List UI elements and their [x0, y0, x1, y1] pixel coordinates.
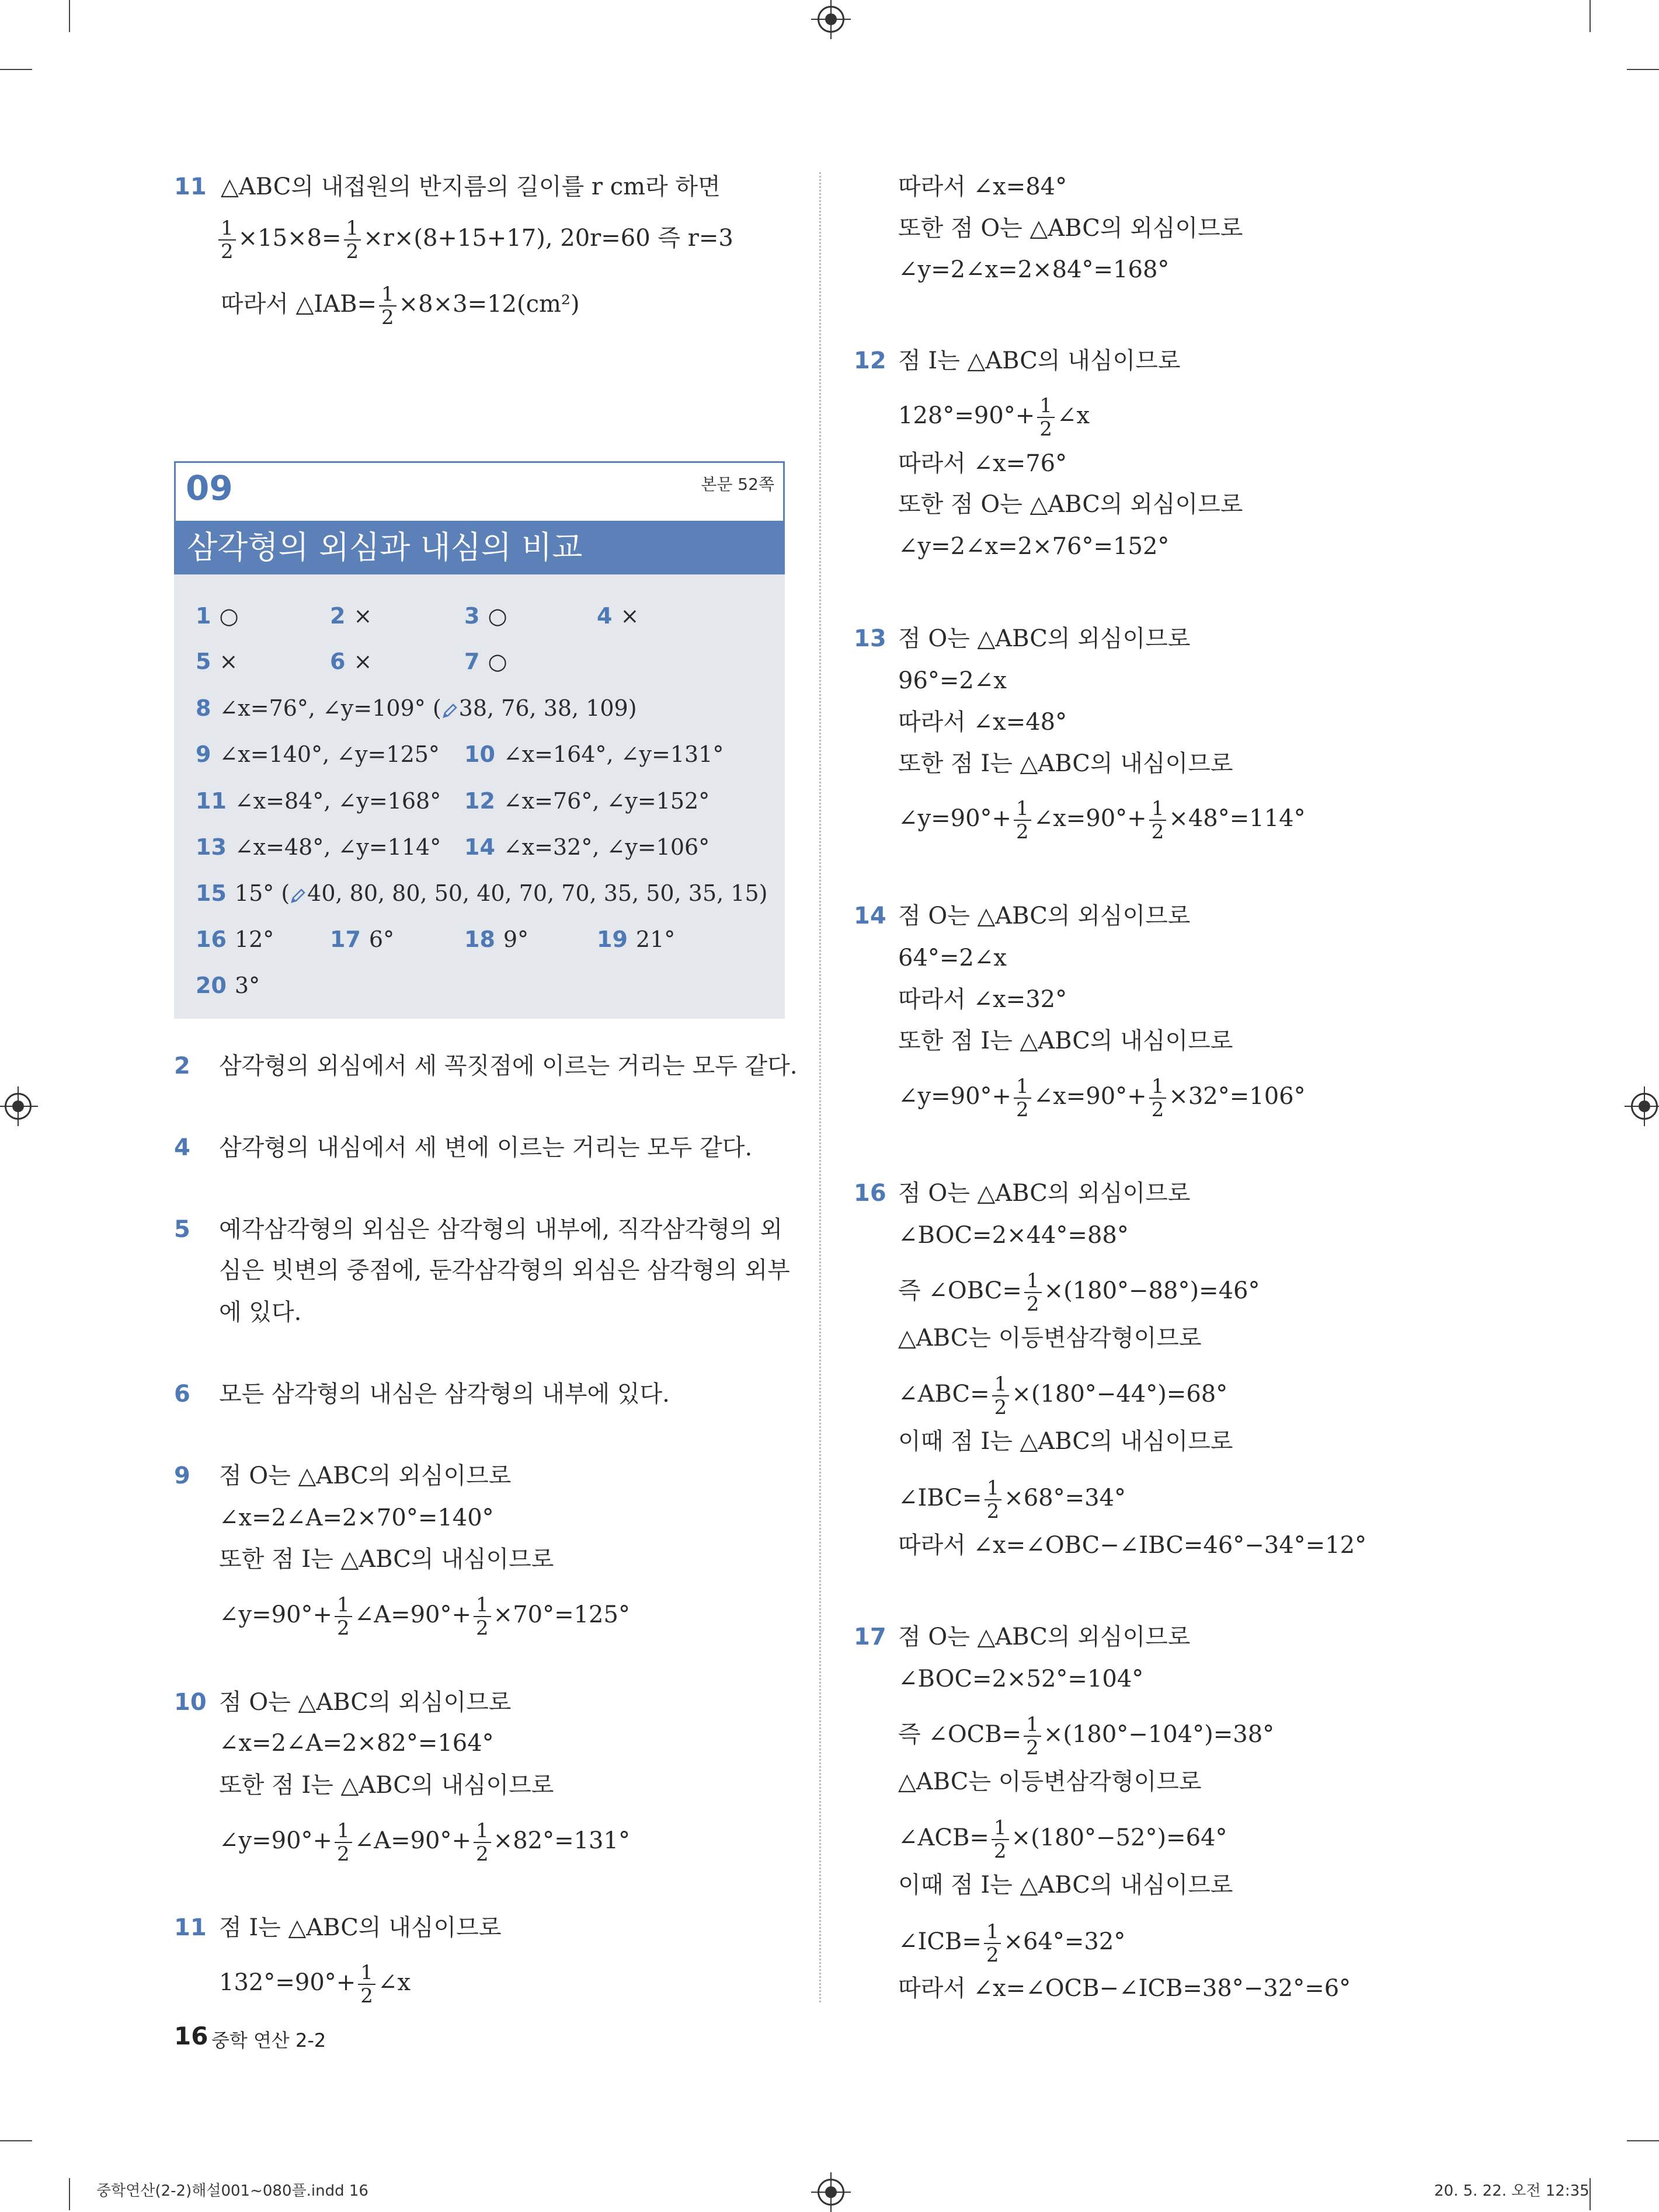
- fraction: $\frac{1}{2}$: [379, 283, 397, 329]
- solution-line: 따라서 ∠x=∠OCB−∠ICB=38°−32°=6°: [898, 1975, 1351, 2002]
- answer-item: 4 ×: [597, 603, 639, 629]
- solution-line: ∠ABC= $\frac{1}{2}$ ×(180°−44°)=68°: [898, 1373, 1228, 1419]
- fraction: $\frac{1}{2}$: [335, 1820, 352, 1865]
- solution-line: 132°=90°+ $\frac{1}{2}$ ∠x: [219, 1961, 411, 2008]
- answer-item: 13 ∠x=48°, ∠y=114°: [196, 834, 441, 860]
- fraction: $\frac{1}{2}$: [1149, 1075, 1167, 1121]
- column-divider: [819, 172, 821, 2002]
- answer-item: 19 21°: [597, 926, 676, 952]
- answer-item: 8 ∠x=76°, ∠y=109° ( 38, 76, 38, 109): [196, 695, 637, 721]
- file-slug: 중학연산(2-2)해설001~080플.indd 16: [96, 2182, 368, 2200]
- solution-line: 삼각형의 외심에서 세 꼭짓점에 이르는 거리는 모두 같다.: [219, 1053, 798, 1079]
- solution-line: 또한 점 I는 △ABC의 내심이므로: [219, 1772, 554, 1799]
- fraction: $\frac{1}{2}$: [474, 1594, 491, 1639]
- problem-number: 2: [174, 1053, 190, 1079]
- fraction: $\frac{1}{2}$: [1149, 797, 1167, 843]
- solution-line: 즉 ∠OBC= $\frac{1}{2}$ ×(180°−88°)=46°: [898, 1269, 1260, 1316]
- answer-item: 12 ∠x=76°, ∠y=152°: [464, 788, 710, 814]
- solution-line: 또한 점 I는 △ABC의 내심이므로: [219, 1546, 554, 1573]
- solution-line: △ABC의 내접원의 반지름의 길이를 r cm라 하면: [221, 173, 721, 200]
- answer-item: 2 ×: [330, 603, 373, 629]
- solution-line: 64°=2∠x: [898, 945, 1007, 971]
- answer-item: 17 6°: [330, 926, 395, 952]
- solution-line: ∠BOC=2×52°=104°: [898, 1666, 1144, 1692]
- answer-item: 6 ×: [330, 649, 373, 674]
- solution-line: 또한 점 O는 △ABC의 외심이므로: [898, 491, 1243, 518]
- problem-number: 9: [174, 1462, 190, 1489]
- solution-line: △ABC는 이등변삼각형이므로: [898, 1768, 1202, 1795]
- book-title: 중학 연산 2-2: [211, 2029, 326, 2051]
- solution-line: 또한 점 I는 △ABC의 내심이므로: [898, 1027, 1233, 1054]
- solution-line: 따라서 ∠x=32°: [898, 986, 1067, 1013]
- answer-item: 3 ○: [464, 603, 507, 629]
- crop-mark: [69, 2178, 70, 2210]
- print-date: 20. 5. 22. 오전 12:35: [1434, 2182, 1590, 2200]
- crop-mark: [0, 2140, 32, 2141]
- solution-line: 점 O는 △ABC의 외심이므로: [219, 1462, 512, 1489]
- solution-line: ∠BOC=2×44°=88°: [898, 1222, 1129, 1249]
- fraction: $\frac{1}{2}$: [218, 217, 236, 263]
- crop-mark: [1627, 2140, 1659, 2141]
- problem-number: 5: [174, 1216, 190, 1243]
- crop-mark: [1627, 69, 1659, 70]
- crop-mark: [69, 0, 70, 32]
- pencil-icon: [290, 887, 307, 904]
- crop-mark: [1590, 2178, 1591, 2210]
- solution-line: 이때 점 I는 △ABC의 내심이므로: [898, 1428, 1233, 1455]
- crop-mark: [0, 69, 32, 70]
- fraction: $\frac{1}{2}$: [1024, 1270, 1042, 1315]
- section-number: 09: [186, 468, 233, 508]
- solution-line: 따라서 ∠x=76°: [898, 450, 1067, 477]
- registration-mark-icon: [5, 1093, 32, 1120]
- problem-number: 16: [854, 1180, 886, 1207]
- solution-line: 심은 빗변의 중점에, 둔각삼각형의 외심은 삼각형의 외부: [219, 1257, 790, 1284]
- page-reference: 본문 52쪽: [701, 475, 774, 494]
- crop-mark: [1590, 0, 1591, 32]
- pencil-icon: [441, 702, 459, 719]
- fraction: $\frac{1}{2}$: [335, 1594, 352, 1639]
- section-title: 삼각형의 외심과 내심의 비교: [174, 521, 785, 574]
- solution-line: 따라서 ∠x=48°: [898, 709, 1067, 736]
- solution-line: ∠y=2∠x=2×76°=152°: [898, 533, 1170, 560]
- solution-line: 따라서 ∠x=∠OBC−∠IBC=46°−34°=12°: [898, 1532, 1367, 1559]
- solution-line: ∠ACB= $\frac{1}{2}$ ×(180°−52°)=64°: [898, 1816, 1227, 1863]
- answer-item: 9 ∠x=140°, ∠y=125°: [196, 741, 440, 767]
- registration-mark-icon: [818, 2179, 844, 2206]
- solution-line: 이때 점 I는 △ABC의 내심이므로: [898, 1872, 1233, 1899]
- solution-line: 따라서 △IAB= $\frac{1}{2}$ ×8×3=12(cm²): [221, 283, 580, 329]
- answer-item: 7 ○: [464, 649, 507, 674]
- problem-number: 17: [854, 1624, 886, 1650]
- solution-line: 모든 삼각형의 내심은 삼각형의 내부에 있다.: [219, 1381, 670, 1408]
- solution-line: △ABC는 이등변삼각형이므로: [898, 1325, 1202, 1351]
- solution-line: 또한 점 O는 △ABC의 외심이므로: [898, 215, 1243, 242]
- answer-item: 14 ∠x=32°, ∠y=106°: [464, 834, 710, 860]
- solution-line: ∠x=2∠A=2×82°=164°: [219, 1730, 494, 1757]
- page-number: 16: [174, 2022, 208, 2050]
- solution-line: 점 I는 △ABC의 내심이므로: [898, 347, 1181, 374]
- solution-line: 즉 ∠OCB= $\frac{1}{2}$ ×(180°−104°)=38°: [898, 1713, 1275, 1760]
- problem-number: 11: [174, 1914, 207, 1941]
- registration-mark-icon: [1631, 1093, 1658, 1120]
- solution-line: $\frac{1}{2}$ ×15×8= $\frac{1}{2}$ ×r×(8+15+17), 20r=60 즉 r=3: [216, 217, 733, 263]
- problem-number: 6: [174, 1381, 190, 1408]
- answer-item: 5 ×: [196, 649, 238, 674]
- solution-line: 96°=2∠x: [898, 667, 1007, 694]
- solution-line: ∠y=2∠x=2×84°=168°: [898, 256, 1170, 283]
- answer-item: 15 15° ( 40, 80, 80, 50, 40, 70, 70, 35, 50, 35, 15): [196, 880, 768, 906]
- solution-line: ∠y=90°+ $\frac{1}{2}$ ∠A=90°+ $\frac{1}{2}$ ×82°=131°: [219, 1819, 630, 1866]
- solution-line: 삼각형의 내심에서 세 변에 이르는 거리는 모두 같다.: [219, 1134, 753, 1161]
- solution-line: 점 O는 △ABC의 외심이므로: [898, 903, 1191, 929]
- problem-number: 12: [854, 347, 886, 374]
- fraction: $\frac{1}{2}$: [358, 1962, 375, 2007]
- solution-line: ∠ICB= $\frac{1}{2}$ ×64°=32°: [898, 1920, 1126, 1967]
- solution-line: 점 I는 △ABC의 내심이므로: [219, 1914, 502, 1941]
- problem-number: 4: [174, 1134, 190, 1161]
- solution-line: ∠y=90°+ $\frac{1}{2}$ ∠x=90°+ $\frac{1}{2}$ ×32°=106°: [898, 1075, 1306, 1121]
- solution-line: 점 O는 △ABC의 외심이므로: [898, 1180, 1191, 1207]
- solution-line: ∠y=90°+ $\frac{1}{2}$ ∠A=90°+ $\frac{1}{2}$ ×70°=125°: [219, 1593, 630, 1640]
- fraction: $\frac{1}{2}$: [992, 1373, 1010, 1419]
- solution-line: 점 O는 △ABC의 외심이므로: [898, 1624, 1191, 1650]
- problem-number: 13: [854, 625, 886, 652]
- problem-number: 14: [854, 903, 886, 929]
- solution-line: 또한 점 I는 △ABC의 내심이므로: [898, 750, 1233, 777]
- fraction: $\frac{1}{2}$: [1014, 1075, 1031, 1121]
- fraction: $\frac{1}{2}$: [1014, 797, 1031, 843]
- fraction: $\frac{1}{2}$: [1024, 1713, 1041, 1759]
- fraction: $\frac{1}{2}$: [992, 1817, 1009, 1862]
- fraction: $\frac{1}{2}$: [984, 1921, 1001, 1966]
- solution-line: ∠x=2∠A=2×70°=140°: [219, 1504, 494, 1531]
- registration-mark-icon: [818, 6, 844, 33]
- solution-line: 점 O는 △ABC의 외심이므로: [898, 625, 1191, 652]
- answer-item: 1 ○: [196, 603, 239, 629]
- problem-number: 10: [174, 1689, 207, 1716]
- answer-item: 10 ∠x=164°, ∠y=131°: [464, 741, 724, 767]
- answer-box-header: [174, 461, 785, 521]
- solution-line: ∠y=90°+ $\frac{1}{2}$ ∠x=90°+ $\frac{1}{2}$ ×48°=114°: [898, 797, 1306, 844]
- solution-line: 따라서 ∠x=84°: [898, 173, 1067, 200]
- fraction: $\frac{1}{2}$: [985, 1477, 1002, 1523]
- solution-line: 에 있다.: [219, 1299, 302, 1326]
- solution-line: 점 O는 △ABC의 외심이므로: [219, 1689, 512, 1716]
- solution-line: 예각삼각형의 외심은 삼각형의 내부에, 직각삼각형의 외: [219, 1216, 783, 1243]
- solution-line: 128°=90°+ $\frac{1}{2}$ ∠x: [898, 394, 1090, 441]
- fraction: $\frac{1}{2}$: [344, 217, 361, 263]
- solution-line: ∠IBC= $\frac{1}{2}$ ×68°=34°: [898, 1476, 1126, 1523]
- answer-item: 11 ∠x=84°, ∠y=168°: [196, 788, 441, 814]
- answer-item: 18 9°: [464, 926, 529, 952]
- problem-number: 11: [174, 173, 207, 200]
- answer-item: 20 3°: [196, 973, 260, 998]
- fraction: $\frac{1}{2}$: [1037, 395, 1055, 440]
- answer-item: 16 12°: [196, 926, 274, 952]
- fraction: $\frac{1}{2}$: [474, 1820, 491, 1865]
